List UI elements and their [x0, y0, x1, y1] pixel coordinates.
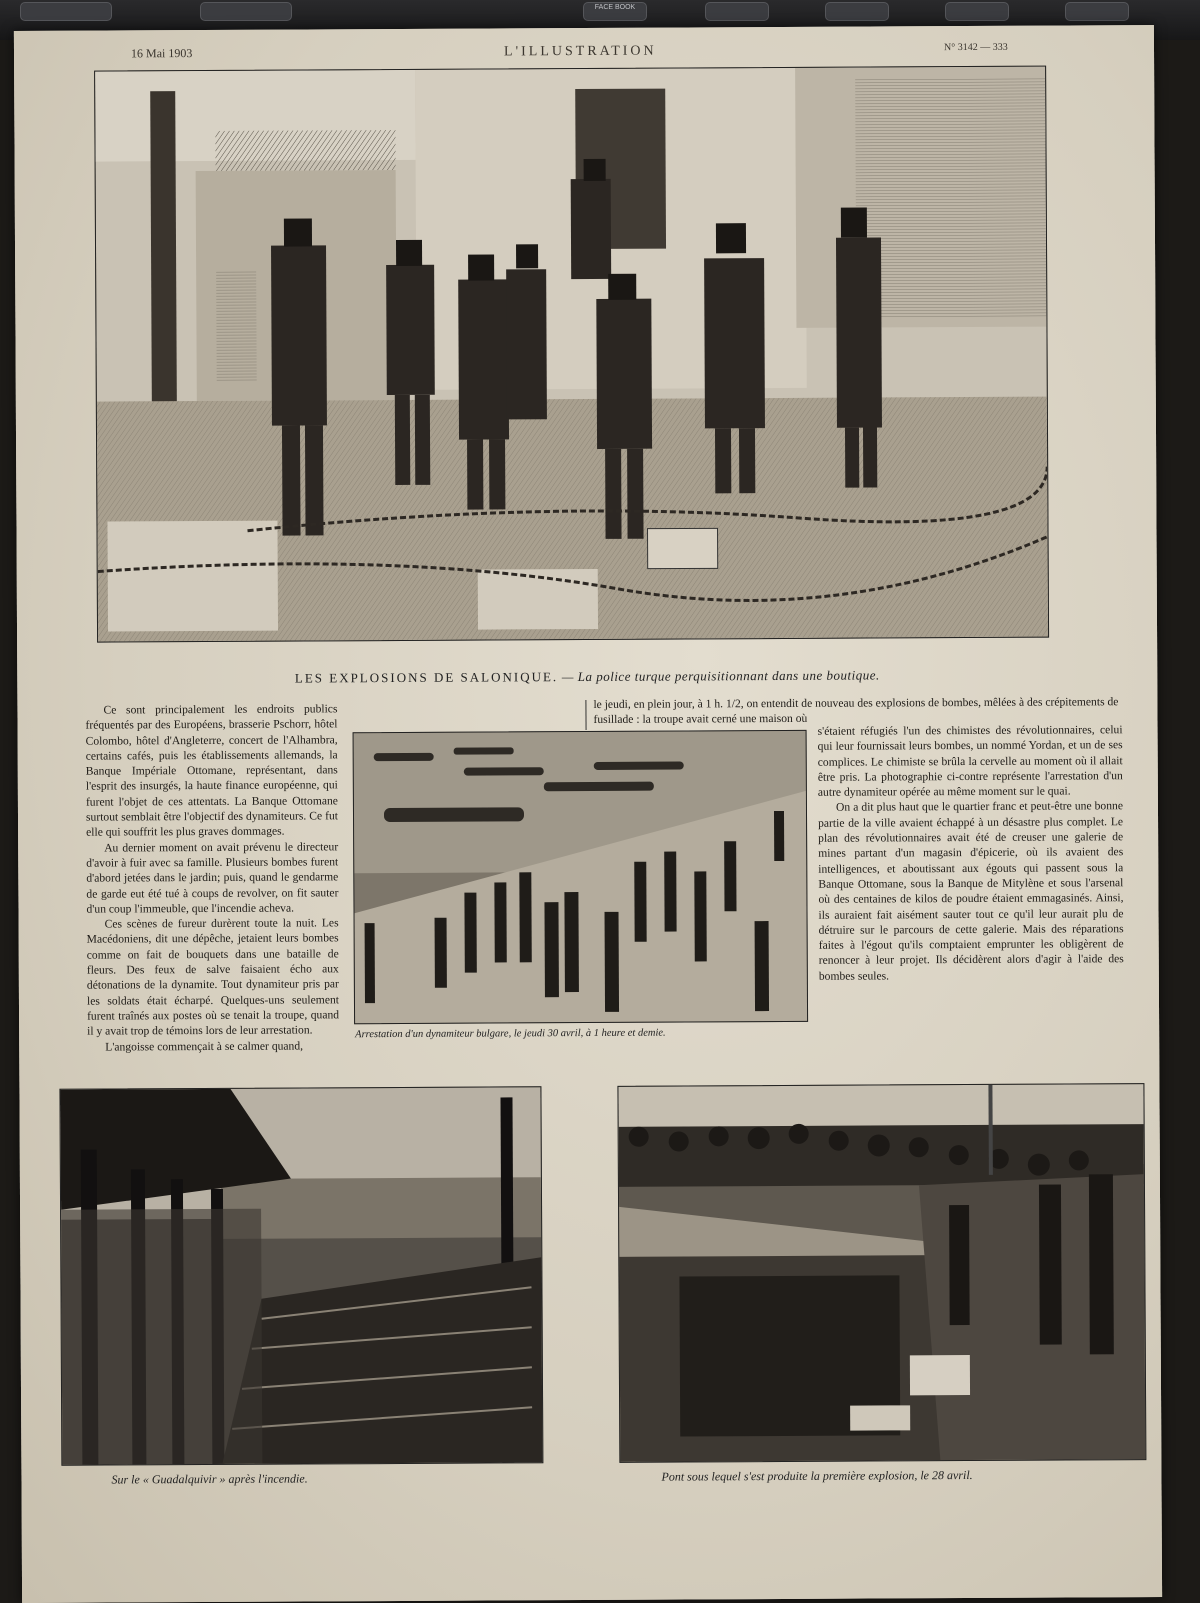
keyboard-key-facebook: FACE BOOK — [583, 2, 647, 21]
keyboard-key — [825, 2, 889, 21]
caption-guadalquivir: Sur le « Guadalquivir » après l'incendie. — [111, 1471, 308, 1487]
running-head-title: L'ILLUSTRATION — [503, 43, 657, 60]
paragraph: Au dernier moment on avait prévenu le directeur d'avoir à fuir avec sa famille. Plusieurs bombes furent d'abord jetées dans le jardin; puis, quand le gendarme de garde eut été tué à coups de revolver, on fit sauter d'un coup l'immeuble, que l'incendie acheva. — [86, 839, 339, 916]
photo-bridge-explosion — [617, 1083, 1146, 1463]
keyboard-key — [20, 2, 112, 21]
keyboard-key — [1065, 2, 1129, 21]
caption-rest: — La police turque perquisitionnant dans une boutique. — [558, 667, 880, 685]
caption-police-search — [17, 666, 1157, 688]
paragraph: Ce sont principalement les endroits publics fréquentés par des Européens, brasserie Pschorr, hôtel Colombo, hôtel d'Angleterre, concert de l'Alhambra, certains cafés, puis les établissements allemands, la Banque Impériale Ottomane, représentant, dans l'esprit des insurgés, la haute finance européenne, qui furent l'objet de ces attentats. La Banque Ottomane surtout semblait être l'objectif des dynamiteurs. Ce fut elle qui souffrit les plus graves dommages. — [85, 702, 339, 840]
running-head-number: N° 3142 — 333 — [943, 41, 1008, 54]
article-column-left — [85, 701, 339, 1054]
photo-guadalquivir-wreck — [59, 1086, 543, 1466]
paragraph: s'étaient réfugiés l'un des chimistes des révolutionnaires, celui qui leur fournissait leurs bombes, un nommé Yordan, et un de ses complices. Le chimiste se brûla la cervelle au moment où il allait être pris. La photographie ci-contre représente l'arrestation d'un autre dynamiteur opérée au même moment sur le quai. — [817, 723, 1123, 799]
magazine-page — [14, 25, 1162, 1603]
article-column-right — [818, 722, 1124, 984]
caption-bridge: Pont sous lequel s'est produite la première explosion, le 28 avril. — [661, 1467, 973, 1484]
column-rule — [585, 700, 586, 730]
photo-arrest-quay — [353, 730, 809, 1024]
paragraph: Ces scènes de fureur durèrent toute la nuit. Les Macédoniens, dit une dépêche, jetaient leurs bombes comme on fait de bouquets dans une bataille de fleurs. Des feux de salve faisaient écho aux détonations de la dynamite. Tout dynamiteur pris par les soldats était écharpé. Quelques-uns seulement furent traînés aux postes où se tenait la troupe, quand il y avait trop de témoins lors de leur arrestation. — [86, 916, 340, 1038]
paragraph: On a dit plus haut que le quartier franc et peut-être une bonne partie de la ville avaient échappé à un désastre plus complet. Le plan des révolutionnaires avait été de creuser une galerie de mines partant d'un magasin d'épicerie, où ils avaient des intelligences, et aboutissant aux égouts qui passent sous la Banque Ottomane, sous la Banque de Mitylène et sous l'arsenal où des centaines de kilos de poudre étaient emmagasinés. Ainsi, ils auraient fait aisément sauter tout ce qu'il leur aurait plu de détruire sur le parcours de cette galerie. Mais des réparations faites à l'égout qu'ils comptaient emprunter les obligèrent de renoncer à leur projet. Ils décidèrent alors d'agir à l'aide des bombes seules. — [818, 799, 1124, 983]
keyboard-key — [200, 2, 292, 21]
running-head-date: 16 Mai 1903 — [130, 46, 193, 61]
engraving-police-search — [94, 66, 1049, 643]
paragraph: L'angoisse commençait à se calmer quand, — [105, 1039, 304, 1054]
caption-title: LES EXPLOSIONS DE SALONIQUE. — [294, 669, 559, 686]
keyboard-key — [945, 2, 1009, 21]
caption-arrest: Arrestation d'un dynamiteur bulgare, le jeudi 30 avril, à 1 heure et demie. — [355, 1027, 666, 1041]
keyboard-key — [705, 2, 769, 21]
article-top-right: le jeudi, en plein jour, à 1 h. 1/2, on entendit de nouveau des explosions de bombes, mêlées à des crépitements de fusillade : la troupe avait cerné une maison où — [593, 695, 1119, 727]
